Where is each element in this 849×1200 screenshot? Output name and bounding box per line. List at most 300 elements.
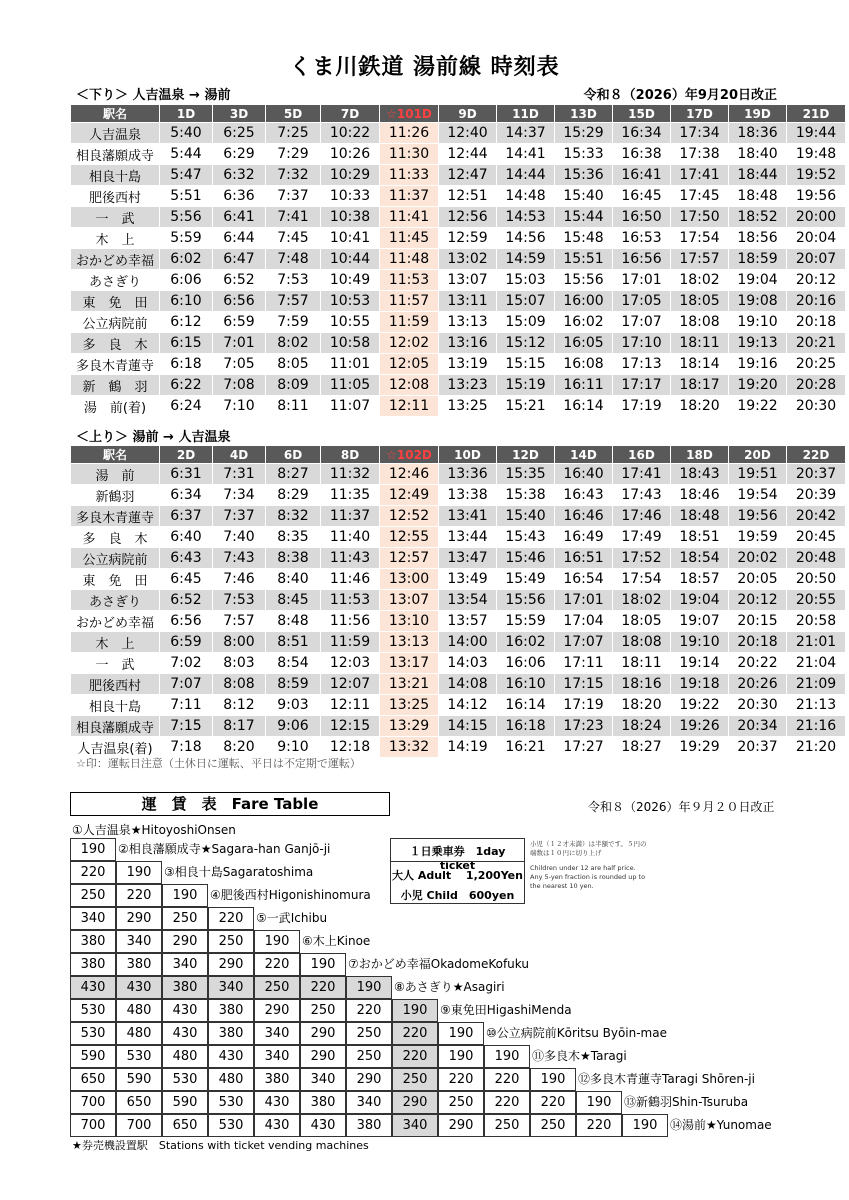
departure-time: 7:48 — [266, 249, 321, 270]
departure-time: 18:40 — [729, 144, 787, 165]
departure-time: 17:45 — [671, 186, 729, 207]
fare-cell: 340 — [70, 907, 116, 930]
departure-time: 19:07 — [671, 611, 729, 632]
departure-time: 14:41 — [497, 144, 555, 165]
departure-time: 17:46 — [613, 506, 671, 527]
col-header-train: 5D — [266, 105, 321, 123]
table-row — [71, 674, 846, 695]
col-header-train: 16D — [613, 446, 671, 464]
departure-time: 6:34 — [160, 485, 213, 506]
station-name: おかどめ幸福 — [71, 611, 160, 632]
fare-cell: 220 — [530, 1091, 576, 1114]
fare-cell: 480 — [116, 999, 162, 1022]
departure-time: 20:37 — [787, 464, 846, 485]
table-row — [71, 653, 846, 674]
departure-time: 19:26 — [671, 716, 729, 737]
departure-time: 8:02 — [266, 333, 321, 354]
station-name: 木 上 — [71, 632, 160, 653]
departure-time: 7:29 — [266, 144, 321, 165]
departure-time: 12:11 — [380, 396, 439, 417]
fare-station-label: ⑭湯前★Yunomae — [670, 1118, 772, 1132]
departure-time: 17:38 — [671, 144, 729, 165]
station-name: 新 鶴 羽 — [71, 375, 160, 396]
departure-time: 11:01 — [321, 354, 380, 375]
departure-time: 17:15 — [555, 674, 613, 695]
col-header-train: 19D — [729, 105, 787, 123]
fare-cell: 190 — [346, 976, 392, 999]
departure-time: 10:26 — [321, 144, 380, 165]
departure-time: 11:07 — [321, 396, 380, 417]
table-row — [71, 333, 846, 354]
departure-time: 13:32 — [380, 737, 439, 758]
departure-time: 11:48 — [380, 249, 439, 270]
departure-time: 18:11 — [613, 653, 671, 674]
fare-cell: 290 — [346, 1068, 392, 1091]
departure-time: 6:24 — [160, 396, 213, 417]
table-row — [71, 632, 846, 653]
departure-time: 18:02 — [671, 270, 729, 291]
departure-time: 8:00 — [213, 632, 266, 653]
departure-time: 10:58 — [321, 333, 380, 354]
departure-time: 7:02 — [160, 653, 213, 674]
departure-time: 14:53 — [497, 207, 555, 228]
fare-cell: 430 — [254, 1114, 300, 1137]
departure-time: 15:40 — [555, 186, 613, 207]
departure-time: 7:45 — [266, 228, 321, 249]
departure-time: 7:43 — [213, 548, 266, 569]
child-fare-note-en: Children under 12 are half price. Any 5-yen fraction is rounded up to the nearest 10 yen. — [530, 864, 646, 890]
departure-time: 6:56 — [213, 291, 266, 312]
fare-cell: 220 — [116, 884, 162, 907]
departure-time: 8:17 — [213, 716, 266, 737]
departure-time: 16:43 — [555, 485, 613, 506]
departure-time: 16:34 — [613, 123, 671, 144]
table-row — [71, 354, 846, 375]
departure-time: 6:37 — [160, 506, 213, 527]
departure-time: 7:59 — [266, 312, 321, 333]
station-name: 人吉温泉 — [71, 123, 160, 144]
table-row — [71, 375, 846, 396]
departure-time: 16:18 — [497, 716, 555, 737]
fare-cell: 220 — [484, 1068, 530, 1091]
departure-time: 13:47 — [439, 548, 497, 569]
departure-time: 17:19 — [555, 695, 613, 716]
departure-time: 13:44 — [439, 527, 497, 548]
departure-time: 15:09 — [497, 312, 555, 333]
fare-cell: 590 — [116, 1068, 162, 1091]
departure-time: 13:07 — [380, 590, 439, 611]
departure-time: 11:53 — [380, 270, 439, 291]
departure-time: 5:59 — [160, 228, 213, 249]
fare-cell: 340 — [162, 953, 208, 976]
table-row — [71, 270, 846, 291]
fare-cell: 190 — [438, 1045, 484, 1068]
departure-time: 19:20 — [729, 375, 787, 396]
departure-time: 13:07 — [439, 270, 497, 291]
departure-time: 15:44 — [555, 207, 613, 228]
fare-cell: 430 — [208, 1045, 254, 1068]
departure-time: 17:01 — [613, 270, 671, 291]
departure-time: 14:44 — [497, 165, 555, 186]
departure-time: 16:50 — [613, 207, 671, 228]
fare-cell: 530 — [70, 999, 116, 1022]
col-header-train: 21D — [787, 105, 846, 123]
col-header-train: 8D — [321, 446, 380, 464]
departure-time: 16:53 — [613, 228, 671, 249]
fare-cell: 290 — [254, 999, 300, 1022]
station-name: 多良木青蓮寺 — [71, 354, 160, 375]
departure-time: 11:32 — [321, 464, 380, 485]
fare-cell: 650 — [116, 1091, 162, 1114]
fare-cell: 480 — [116, 1022, 162, 1045]
departure-time: 15:59 — [497, 611, 555, 632]
departure-time: 14:15 — [439, 716, 497, 737]
col-header-train: 7D — [321, 105, 380, 123]
col-header-train: 1D — [160, 105, 213, 123]
departure-time: 20:05 — [729, 569, 787, 590]
station-name: あさぎり — [71, 590, 160, 611]
departure-time: 18:05 — [613, 611, 671, 632]
fare-cell: 380 — [70, 953, 116, 976]
table-row — [71, 207, 846, 228]
col-header-train: 15D — [613, 105, 671, 123]
departure-time: 21:09 — [787, 674, 846, 695]
departure-time: 8:29 — [266, 485, 321, 506]
departure-time: 13:13 — [380, 632, 439, 653]
departure-time: 7:18 — [160, 737, 213, 758]
departure-time: 19:54 — [729, 485, 787, 506]
operation-day-note: ☆印：運転日注意（土休日に運転、平日は不定期で運転） — [76, 757, 361, 770]
departure-time: 19:44 — [787, 123, 846, 144]
table-row — [71, 464, 846, 485]
departure-time: 19:51 — [729, 464, 787, 485]
col-header-train: ☆101D — [380, 105, 439, 123]
departure-time: 13:21 — [380, 674, 439, 695]
departure-time: 18:46 — [671, 485, 729, 506]
departure-time: 16:21 — [497, 737, 555, 758]
departure-time: 16:02 — [555, 312, 613, 333]
departure-time: 20:39 — [787, 485, 846, 506]
departure-time: 9:03 — [266, 695, 321, 716]
child-fare-note — [530, 840, 650, 891]
fare-cell: 380 — [254, 1068, 300, 1091]
departure-time: 13:11 — [439, 291, 497, 312]
departure-time: 7:34 — [213, 485, 266, 506]
departure-time: 11:43 — [321, 548, 380, 569]
departure-time: 14:08 — [439, 674, 497, 695]
departure-time: 12:03 — [321, 653, 380, 674]
departure-time: 20:04 — [787, 228, 846, 249]
fare-cell: 480 — [162, 1045, 208, 1068]
departure-time: 18:48 — [671, 506, 729, 527]
departure-time: 6:22 — [160, 375, 213, 396]
departure-time: 16:45 — [613, 186, 671, 207]
fare-cell: 430 — [300, 1114, 346, 1137]
departure-time: 18:27 — [613, 737, 671, 758]
departure-time: 19:16 — [729, 354, 787, 375]
departure-time: 17:13 — [613, 354, 671, 375]
departure-time: 7:53 — [266, 270, 321, 291]
fare-cell: 430 — [254, 1091, 300, 1114]
fare-station-label: ⑬新鶴羽Shin-Tsuruba — [624, 1095, 749, 1109]
departure-time: 7:57 — [213, 611, 266, 632]
col-header-train: 18D — [671, 446, 729, 464]
table-row — [71, 123, 846, 144]
col-header-train: 12D — [497, 446, 555, 464]
fare-cell: 530 — [70, 1022, 116, 1045]
departure-time: 6:25 — [213, 123, 266, 144]
departure-time: 16:54 — [555, 569, 613, 590]
departure-time: 7:05 — [213, 354, 266, 375]
departure-time: 17:19 — [613, 396, 671, 417]
page-title: くま川鉄道 湯前線 時刻表 — [289, 55, 560, 80]
departure-time: 17:43 — [613, 485, 671, 506]
up-heading: ＜上り＞ 湯前 → 人吉温泉 — [76, 430, 231, 445]
fare-cell: 190 — [484, 1045, 530, 1068]
fare-cell: 220 — [392, 1022, 438, 1045]
fare-station-label: ⑥木上Kinoe — [302, 934, 371, 948]
fare-cell: 590 — [70, 1045, 116, 1068]
departure-time: 15:07 — [497, 291, 555, 312]
departure-time: 20:45 — [787, 527, 846, 548]
departure-time: 15:21 — [497, 396, 555, 417]
fare-cell: 250 — [484, 1114, 530, 1137]
ticket-divider — [391, 861, 524, 862]
fare-cell: 480 — [208, 1068, 254, 1091]
departure-time: 20:28 — [787, 375, 846, 396]
station-name: 一 武 — [71, 207, 160, 228]
departure-time: 20:15 — [729, 611, 787, 632]
departure-time: 11:59 — [321, 632, 380, 653]
fare-cell: 290 — [300, 1022, 346, 1045]
col-header-train: 11D — [497, 105, 555, 123]
fare-cell: 430 — [162, 1022, 208, 1045]
departure-time: 8:11 — [266, 396, 321, 417]
fare-cell: 190 — [392, 999, 438, 1022]
fare-cell: 700 — [116, 1114, 162, 1137]
fare-station-label: ③相良十島Sagaratoshima — [164, 865, 314, 879]
fare-cell: 220 — [208, 907, 254, 930]
departure-time: 6:56 — [160, 611, 213, 632]
departure-time: 12:02 — [380, 333, 439, 354]
fare-cell: 190 — [300, 953, 346, 976]
fare-station-label: ⑨東免田HigashiMenda — [440, 1003, 572, 1017]
table-row — [71, 165, 846, 186]
departure-time: 11:41 — [380, 207, 439, 228]
fare-cell: 290 — [392, 1091, 438, 1114]
fare-cell: 190 — [70, 838, 116, 861]
departure-time: 19:04 — [671, 590, 729, 611]
fare-revised-date: 令和８（2026）年９月２０日改正 — [588, 800, 775, 814]
table-row — [71, 312, 846, 333]
fare-cell: 250 — [208, 930, 254, 953]
departure-time: 19:22 — [671, 695, 729, 716]
departure-time: 6:32 — [213, 165, 266, 186]
departure-time: 12:46 — [380, 464, 439, 485]
table-row — [71, 249, 846, 270]
station-name: おかどめ幸福 — [71, 249, 160, 270]
departure-time: 16:14 — [555, 396, 613, 417]
table-row — [71, 396, 846, 417]
departure-time: 15:36 — [555, 165, 613, 186]
fare-cell: 430 — [162, 999, 208, 1022]
departure-time: 16:41 — [613, 165, 671, 186]
fare-cell: 380 — [208, 999, 254, 1022]
ticket-title: １日乗車券 1day ticket — [409, 845, 506, 872]
departure-time: 14:48 — [497, 186, 555, 207]
departure-time: 18:56 — [729, 228, 787, 249]
departure-time: 8:03 — [213, 653, 266, 674]
departure-time: 16:46 — [555, 506, 613, 527]
departure-time: 16:00 — [555, 291, 613, 312]
departure-time: 11:57 — [380, 291, 439, 312]
departure-time: 13:41 — [439, 506, 497, 527]
departure-time: 12:05 — [380, 354, 439, 375]
fare-cell: 250 — [346, 1022, 392, 1045]
departure-time: 6:12 — [160, 312, 213, 333]
departure-time: 9:06 — [266, 716, 321, 737]
col-header-train: 2D — [160, 446, 213, 464]
departure-time: 19:56 — [787, 186, 846, 207]
departure-time: 10:41 — [321, 228, 380, 249]
ticket-adult: 大人 Adult 1,200Yen — [392, 869, 523, 882]
departure-time: 8:05 — [266, 354, 321, 375]
table-row — [71, 695, 846, 716]
departure-time: 14:37 — [497, 123, 555, 144]
departure-time: 17:04 — [555, 611, 613, 632]
fare-cell: 380 — [116, 953, 162, 976]
fare-cell: 190 — [116, 861, 162, 884]
departure-time: 5:40 — [160, 123, 213, 144]
departure-time: 15:12 — [497, 333, 555, 354]
departure-time: 18:02 — [613, 590, 671, 611]
departure-time: 5:47 — [160, 165, 213, 186]
departure-time: 16:49 — [555, 527, 613, 548]
departure-time: 21:13 — [787, 695, 846, 716]
departure-time: 8:09 — [266, 375, 321, 396]
fare-cell: 340 — [346, 1091, 392, 1114]
departure-time: 13:57 — [439, 611, 497, 632]
departure-time: 12:47 — [439, 165, 497, 186]
departure-time: 13:54 — [439, 590, 497, 611]
fare-cell: 430 — [70, 976, 116, 999]
departure-time: 20:58 — [787, 611, 846, 632]
departure-time: 12:44 — [439, 144, 497, 165]
station-name: 肥後西村 — [71, 674, 160, 695]
departure-time: 8:35 — [266, 527, 321, 548]
departure-time: 17:07 — [613, 312, 671, 333]
departure-time: 8:12 — [213, 695, 266, 716]
departure-time: 18:59 — [729, 249, 787, 270]
fare-cell: 380 — [70, 930, 116, 953]
departure-time: 6:40 — [160, 527, 213, 548]
departure-time: 10:38 — [321, 207, 380, 228]
departure-time: 7:40 — [213, 527, 266, 548]
departure-time: 14:59 — [497, 249, 555, 270]
departure-time: 18:48 — [729, 186, 787, 207]
table-row — [71, 144, 846, 165]
station-name: 湯 前 — [71, 464, 160, 485]
departure-time: 20:18 — [729, 632, 787, 653]
departure-time: 20:48 — [787, 548, 846, 569]
departure-time: 15:43 — [497, 527, 555, 548]
station-name: 湯 前(着) — [71, 396, 160, 417]
fare-cell: 250 — [346, 1045, 392, 1068]
table-row — [71, 611, 846, 632]
departure-time: 7:57 — [266, 291, 321, 312]
departure-time: 20:30 — [729, 695, 787, 716]
fare-cell: 530 — [162, 1068, 208, 1091]
fare-cell: 650 — [70, 1068, 116, 1091]
departure-time: 7:25 — [266, 123, 321, 144]
fare-cell: 250 — [530, 1114, 576, 1137]
departure-time: 18:44 — [729, 165, 787, 186]
departure-time: 13:19 — [439, 354, 497, 375]
fare-cell: 340 — [116, 930, 162, 953]
departure-time: 12:55 — [380, 527, 439, 548]
departure-time: 17:54 — [613, 569, 671, 590]
fare-cell: 290 — [116, 907, 162, 930]
departure-time: 17:07 — [555, 632, 613, 653]
departure-time: 10:33 — [321, 186, 380, 207]
departure-time: 13:00 — [380, 569, 439, 590]
fare-cell: 340 — [392, 1114, 438, 1137]
station-name: 多 良 木 — [71, 333, 160, 354]
fare-cell: 380 — [208, 1022, 254, 1045]
station-name: 多 良 木 — [71, 527, 160, 548]
fare-cell: 430 — [116, 976, 162, 999]
departure-time: 19:13 — [729, 333, 787, 354]
fare-station-label: ④肥後西村Higonishinomura — [210, 888, 371, 902]
departure-time: 17:17 — [613, 375, 671, 396]
departure-time: 6:36 — [213, 186, 266, 207]
departure-time: 12:15 — [321, 716, 380, 737]
departure-time: 17:11 — [555, 653, 613, 674]
departure-time: 12:57 — [380, 548, 439, 569]
departure-time: 18:43 — [671, 464, 729, 485]
fare-cell: 250 — [162, 907, 208, 930]
departure-time: 11:37 — [380, 186, 439, 207]
departure-time: 12:49 — [380, 485, 439, 506]
fare-cell: 220 — [346, 999, 392, 1022]
departure-time: 12:59 — [439, 228, 497, 249]
departure-time: 18:16 — [613, 674, 671, 695]
departure-time: 17:27 — [555, 737, 613, 758]
departure-time: 20:12 — [729, 590, 787, 611]
departure-time: 5:56 — [160, 207, 213, 228]
departure-time: 21:16 — [787, 716, 846, 737]
departure-time: 7:10 — [213, 396, 266, 417]
fare-cell: 380 — [300, 1091, 346, 1114]
departure-time: 11:35 — [321, 485, 380, 506]
departure-time: 15:38 — [497, 485, 555, 506]
departure-time: 17:01 — [555, 590, 613, 611]
departure-time: 6:18 — [160, 354, 213, 375]
departure-time: 13:49 — [439, 569, 497, 590]
ticket-child: 小児 Child 600yen — [400, 889, 515, 902]
fare-cell: 380 — [162, 976, 208, 999]
departure-time: 14:19 — [439, 737, 497, 758]
departure-time: 16:51 — [555, 548, 613, 569]
departure-time: 6:44 — [213, 228, 266, 249]
ticket-machine-footnote: ★券売機設置駅 Stations with ticket vending machines — [72, 1139, 369, 1152]
fare-cell: 290 — [438, 1114, 484, 1137]
up-timetable — [70, 445, 846, 758]
departure-time: 19:59 — [729, 527, 787, 548]
departure-time: 14:12 — [439, 695, 497, 716]
departure-time: 8:38 — [266, 548, 321, 569]
station-name: 新鶴羽 — [71, 485, 160, 506]
